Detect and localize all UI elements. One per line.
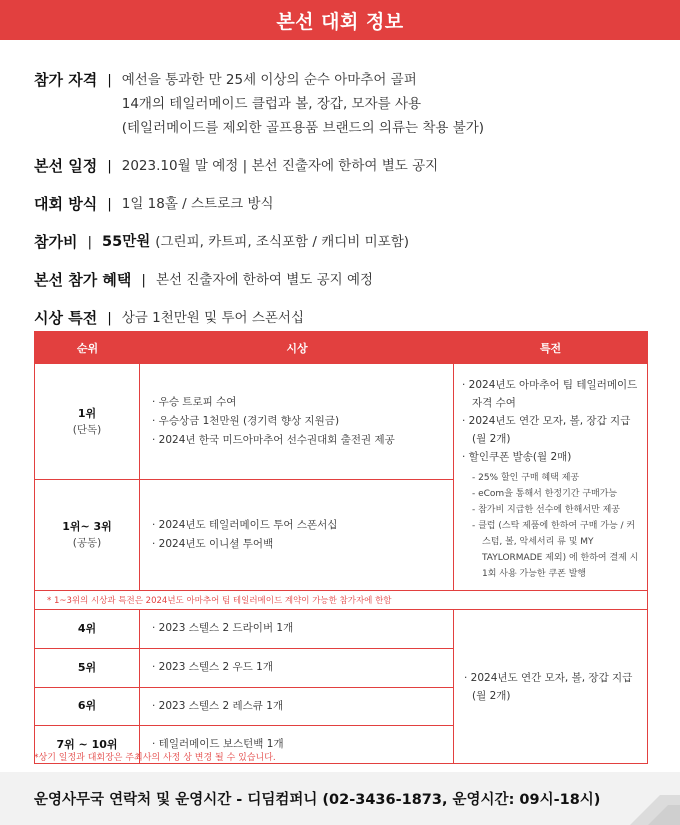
prize-item: · 2023 스텔스 2 레스큐 1개 (140, 688, 454, 726)
page-title: 본선 대회 정보 (276, 10, 404, 33)
rank-sub: (단독) (72, 423, 102, 436)
table-header (35, 332, 647, 363)
prize-item: · 2024년 한국 미드아마추어 선수권대회 출전권 제공 (152, 434, 395, 447)
info-special: 시상 특전 | 상금 1천만원 및 투어 스폰서십 (34, 306, 654, 330)
schedule-text: 2023.10월 말 예정 | 본선 진출자에 한하여 별도 공지 (121, 158, 439, 174)
schedule-label: 본선 일정 (34, 157, 98, 175)
prize-item: · 2023 스텔스 2 드라이버 1개 (140, 610, 454, 648)
qualification-line-3: (테일러메이드를 제외한 골프용품 브랜드의 의류는 착용 불가) (121, 120, 485, 136)
benefit-sub-item: - 클럽 (스탁 제품에 한하여 구매 가능 / 커스텀, 볼, 악세서리 류 및 MY TAYLORMADE 제외) 에 한하여 결제 시 1회 사용 가능한 쿠폰 발행 (472, 521, 639, 579)
qualification-line-2: 14개의 테일러메이드 클럽과 볼, 장갑, 모자를 사용 (121, 96, 422, 112)
info-benefit: 본선 참가 혜택 | 본선 진출자에 한하여 별도 공지 예정 (34, 268, 654, 292)
table-row (35, 364, 454, 480)
top-rank-group (35, 363, 647, 590)
schedule-disclaimer: *상기 일정과 대회장은 주최사의 사정 상 변경 될 수 있습니다. (34, 753, 276, 763)
tournament-info (34, 68, 654, 344)
format-label: 대회 방식 (34, 195, 98, 213)
qualification-label: 참가 자격 (34, 71, 98, 89)
info-schedule: 본선 일정 | 2023.10월 말 예정 | 본선 진출자에 한하여 별도 공지 (34, 154, 654, 178)
table-row (35, 649, 454, 688)
special-label: 시상 특전 (34, 309, 98, 327)
benefit-sub-item: - 참가비 지급한 선수에 한해서만 제공 (472, 505, 620, 515)
prize-item: · 테일러메이드 보스턴백 1개 (140, 726, 454, 763)
header-rank: 순위 (76, 341, 99, 355)
table-row (35, 688, 454, 727)
contact-text: 운영사무국 연락처 및 운영시간 - 디딤컴퍼니 (02-3436-1873, 운영시간: 09시-18시) (34, 792, 601, 808)
table-row (35, 480, 454, 590)
prize-item: · 2024년도 테일러메이드 투어 스폰서십 (152, 519, 338, 532)
prize-item: · 우승 트로피 수여 (152, 396, 237, 409)
awards-table (34, 331, 648, 764)
rank-label: 4위 (35, 610, 140, 648)
rank-label: 1위 (77, 406, 97, 420)
fee-label: 참가비 (34, 233, 78, 251)
prize-item: · 2024년도 이니셜 투어백 (152, 538, 274, 551)
corner-decoration-icon (620, 785, 680, 825)
benefit-text: 본선 진출자에 한하여 별도 공지 예정 (155, 272, 374, 288)
qualification-line-1: 예선을 통과한 만 25세 이상의 순수 아마추어 골퍼 (121, 72, 417, 88)
header-benefit: 특전 (539, 341, 562, 355)
lower-benefits (454, 610, 647, 763)
rank-label: 6위 (35, 688, 140, 726)
rank-label: 7위 ~ 10위 (35, 726, 140, 763)
fee-text: (그린피, 카트피, 조식포함 / 캐디비 미포함) (155, 234, 410, 250)
benefit-item: · 2024년도 연간 모자, 볼, 장갑 지급 (464, 671, 633, 684)
fee-price: 55만원 (102, 234, 151, 250)
benefit-label: 본선 참가 혜택 (34, 271, 132, 289)
benefit-sub-item: - 25% 할인 구매 혜택 제공 (472, 473, 580, 483)
table-row (35, 610, 454, 649)
format-text: 1일 18홀 / 스트로크 방식 (121, 196, 274, 212)
prize-item: · 2023 스텔스 2 우드 1개 (140, 649, 454, 687)
benefit-sub-item: - eCom을 통해서 한정기간 구매가능 (472, 489, 618, 499)
lower-rank-group (35, 609, 647, 763)
header-prize: 시상 (286, 341, 308, 355)
rank-label: 1위~ 3위 (62, 520, 112, 534)
benefit-item: · 2024년도 아마추어 팀 테일러메이드 자격 수여 (462, 379, 638, 409)
benefit-item: · 2024년도 연간 모자, 볼, 장갑 지급(월 2개) (462, 415, 631, 445)
info-format: 대회 방식 | 1일 18홀 / 스트로크 방식 (34, 192, 654, 216)
info-qualification: 참가 자격 | 예선을 통과한 만 25세 이상의 순수 아마추어 골퍼 14개의 테일러메이드 클럽과 볼, 장갑, 모자를 사용 (테일러메이드를 제외한 골프용품 브랜드의 의류는 착용 불가) (34, 68, 654, 140)
rank-label: 5위 (35, 649, 140, 687)
rank-sub: (공동) (72, 537, 102, 550)
page-header (0, 0, 680, 40)
special-text: 상금 1천만원 및 투어 스폰서십 (121, 310, 304, 326)
benefit-item: (월 2개) (472, 689, 511, 702)
info-fee: 참가비 | 55만원 (그린피, 카트피, 조식포함 / 캐디비 미포함) (34, 230, 654, 254)
top-benefits (454, 364, 647, 590)
table-note: * 1~3위의 시상과 특전은 2024년도 아마추어 팀 테일러메이드 계약이 가능한 참가자에 한함 (35, 590, 647, 609)
prize-item: · 우승상금 1천만원 (경기력 향상 지원금) (152, 415, 340, 428)
contact-bar (0, 772, 680, 825)
benefit-item: · 할인쿠폰 발송(월 2매) (462, 451, 572, 463)
